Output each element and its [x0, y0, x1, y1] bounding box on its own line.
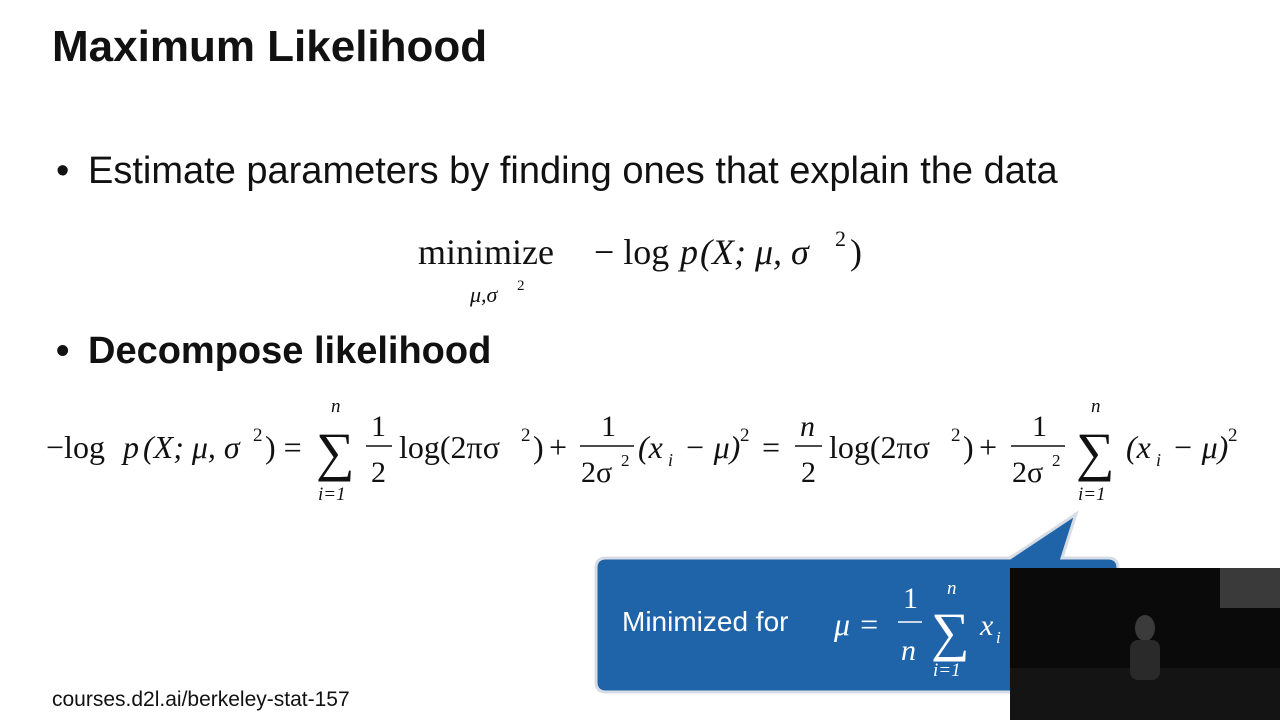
eq2-equals: =: [762, 429, 781, 465]
eq2-sum1-symbol: ∑: [316, 422, 355, 482]
callout-mu-eq: μ =: [834, 606, 880, 642]
eq2-log2: log(2πσ: [829, 429, 930, 465]
callout-sum-symbol: ∑: [931, 602, 970, 662]
eq2-n-den: 2: [801, 456, 816, 489]
eq2-frac2-den: 2σ: [1012, 456, 1044, 489]
eq2-plus2: +: [979, 429, 998, 465]
callout-frac-den: n: [901, 634, 916, 667]
eq1-sub-exp: 2: [517, 278, 525, 294]
footer-url[interactable]: courses.d2l.ai/berkeley-stat-157: [52, 688, 350, 711]
eq2-n-num: n: [800, 410, 815, 443]
eq2-sum1-top: n: [331, 396, 341, 417]
eq2-log1-close: ): [533, 429, 544, 465]
slide-title: Maximum Likelihood: [52, 22, 488, 71]
eq2-lhs-close: ) =: [265, 429, 302, 465]
bullet-text: Decompose likelihood: [88, 330, 492, 372]
bullet-text: Estimate parameters by finding ones that explain the data: [88, 150, 1058, 192]
eq2-log2-exp: 2: [951, 425, 961, 446]
eq2-lhs-exp: 2: [253, 425, 263, 446]
eq1-sub: μ,σ: [470, 282, 498, 307]
eq1-exp: 2: [835, 226, 846, 251]
eq2-sum2-symbol: ∑: [1076, 422, 1115, 482]
callout-sum-top: n: [947, 578, 957, 599]
eq2-half-den: 2: [371, 456, 386, 489]
callout-x: x: [980, 609, 994, 642]
eq2-xi2-sub: i: [1156, 450, 1162, 470]
eq2-frac1-num: 1: [601, 410, 616, 443]
eq1-close: ): [850, 232, 862, 272]
callout-sum-bottom: i=1: [933, 660, 961, 681]
eq2-minus-mu2: − μ): [1172, 429, 1229, 465]
eq2-xi1: (x: [638, 429, 663, 465]
eq2-xi1-sub: i: [668, 450, 674, 470]
eq2-sum1-bottom: i=1: [318, 484, 346, 505]
bullet-dot: •: [56, 330, 70, 372]
callout-x-sub: i: [996, 628, 1001, 647]
eq2-minus-log: −log: [46, 429, 105, 465]
eq2-sum2-bottom: i=1: [1078, 484, 1106, 505]
eq2-sq2: 2: [1228, 425, 1238, 446]
eq1-p: p: [680, 232, 698, 272]
eq2-p: p: [123, 429, 139, 465]
eq2-log1: log(2πσ: [399, 429, 500, 465]
eq2-plus1: +: [549, 429, 568, 465]
eq1-args: (X; μ, σ: [700, 232, 809, 272]
callout-label: Minimized for: [622, 606, 789, 637]
eq1-minus-log: − log: [594, 232, 670, 272]
eq2-frac2-num: 1: [1032, 410, 1047, 443]
eq2-half-num: 1: [371, 410, 386, 443]
eq2-minus-mu1: − μ): [684, 429, 741, 465]
eq2-sum2-top: n: [1091, 396, 1101, 417]
eq2-sq1: 2: [740, 425, 750, 446]
bullet-dot: •: [56, 150, 70, 192]
callout-frac-num: 1: [903, 582, 918, 615]
eq2-frac1-den: 2σ: [581, 456, 613, 489]
eq2-xi2: (x: [1126, 429, 1151, 465]
eq2-frac2-den-exp: 2: [1052, 451, 1061, 470]
speaker-video-frame: [1010, 568, 1280, 720]
eq2-log2-close: ): [963, 429, 974, 465]
speaker-video: [1010, 568, 1280, 720]
eq2-log1-exp: 2: [521, 425, 531, 446]
eq1-minimize: minimize: [418, 232, 554, 272]
eq2-args: (X; μ, σ: [143, 429, 240, 465]
eq2-frac1-den-exp: 2: [621, 451, 630, 470]
